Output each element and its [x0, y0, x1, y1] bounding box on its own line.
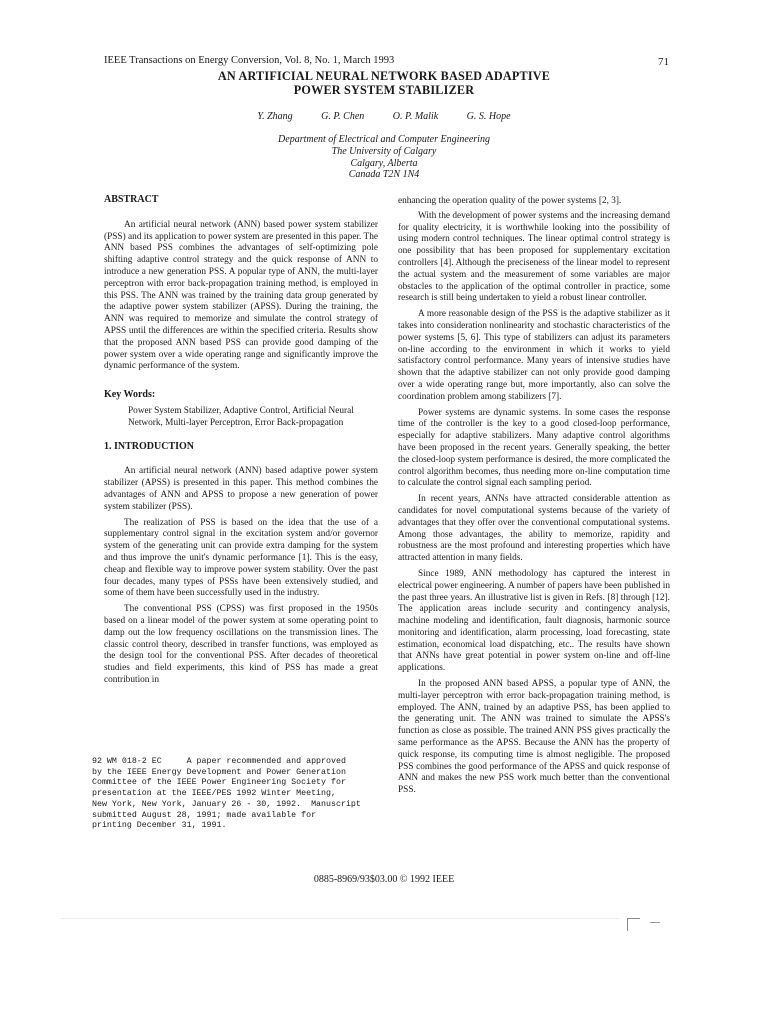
- body-paragraph-6: In the proposed ANN based APSS, a popular type of ANN, the multi-layer perceptron with error back-propagation training method, is employed. The ANN, trained by an adaptive PSS, has been applied to the generating unit. The ANN was trained to simulate the APSS's function as close as possible. The trained ANN PSS gives practically the same performance as the APSS. Because the ANN has the property of quick response, its computing time is almost negligible. The proposed PSS combines the good performance of the APSS and quick response of ANN and makes the new PSS work much better than the conventional PSS.: [398, 679, 670, 796]
- intro-paragraph-1: An artificial neural network (ANN) based adaptive power system stabilizer (APSS) is presented in this paper. This method combines the advantages of ANN and APSS to propose a new generation of power system stabilizer (PSS).: [104, 466, 378, 512]
- paper-title-line2: POWER SYSTEM STABILIZER: [293, 83, 475, 97]
- scan-artifact-dash: [650, 922, 660, 923]
- introduction-heading: 1. INTRODUCTION: [104, 440, 195, 452]
- continued-paragraph: enhancing the operation quality of the power systems [2, 3].: [398, 196, 622, 206]
- journal-citation: IEEE Transactions on Energy Conversion, Vol. 8, No. 1, March 1993: [104, 55, 395, 66]
- footnote: 92 WM 018-2 EC A paper recommended and approved by the IEEE Energy Development and Power Generation Committee of the IEEE Power Engineering Society for presentation at the IEEE/PES 1992 Winter Meeting, New York, New York, January 26 - 30, 1992. Manuscript submitted August 28, 1991; made available for printing December 31, 1991.: [92, 757, 361, 831]
- author-1: Y. Zhang: [257, 111, 293, 122]
- body-paragraph-4: In recent years, ANNs have attracted considerable attention as candidates for novel computational systems because of the variety of advantages that they offer over the conventional computational systems. Among those advantages, the ability to memorize, rapidity and robustness are the most profound and interesting properties which have attracted attention in many fields.: [398, 494, 670, 564]
- paper-title-line1: AN ARTIFICIAL NEURAL NETWORK BASED ADAPTIVE: [217, 69, 551, 83]
- affiliation-line: The University of Calgary: [331, 145, 437, 157]
- affiliation: [0, 134, 768, 181]
- author-3: O. P. Malik: [392, 111, 439, 122]
- body-paragraph-1: With the development of power systems and the increasing demand for quality electricity, it is worthwhile looking into the possibility of using modern control techniques. The linear optimal control strategy is one possibility that has been proposed for supplementary excitation controllers [4]. Although the preciseness of the linear model to represent the actual system and the measurement of some variables are major obstacles to the application of the optimal controller in practice, some research is still being undertaken to yield a robust linear controller.: [398, 210, 670, 304]
- keywords-heading: Key Words:: [104, 389, 156, 401]
- affiliation-line: Department of Electrical and Computer Engineering: [278, 134, 490, 145]
- scan-artifact-line: [60, 918, 620, 919]
- abstract-text: An artificial neural network (ANN) based power system stabilizer (PSS) and its application to power system are presented in this paper. The ANN based PSS combines the advantages of self-optimizing pole shifting adaptive control strategy and the quick response of ANN to introduce a new generation PSS. A popular type of ANN, the multi-layer perceptron with error back-propagation training method, is employed in this PSS. The ANN was trained by the training data group generated by the adaptive power system stabilizer (APSS). During the training, the ANN was required to memorize and simulate the control strategy of APSS until the differences are within the specified criteria. Results show that the proposed ANN based PSS can provide good damping of the power system over a wide operating range and significantly improve the dynamic performance of the system.: [104, 219, 378, 372]
- scan-corner-mark: [627, 918, 640, 931]
- body-paragraph-2: A more reasonable design of the PSS is the adaptive stabilizer as it takes into consideration nonlinearity and stochastic characteristics of the power systems [5, 6]. This type of stabilizers can adjust its parameters on-line according to the environment in which it works to yield satisfactory control performance. Many years of intensive studies have shown that the adaptive stabilizer can not only provide good damping over a wide operating range but, more importantly, also can solve the coordination problem among stabilizers [7].: [398, 309, 670, 402]
- body-paragraph-3: Power systems are dynamic systems. In some cases the response time of the controller is the key to a good closed-loop performance, especially for adaptive stabilizers. Many adaptive control algorithms have been proposed in the recent years. Generally speaking, the better the closed-loop system performance is desired, the more complicated the control algorithm becomes, thus needing more on-line computation time to calculate the control signal each sampling period.: [398, 407, 670, 489]
- abstract-heading: ABSTRACT: [104, 194, 159, 205]
- keywords-text: Power System Stabilizer, Adaptive Control, Artificial Neural Network, Multi-layer Perceptron, Error Back-propagation: [128, 405, 354, 428]
- left-column: [104, 194, 378, 687]
- right-column: [398, 196, 670, 797]
- intro-paragraph-3: The conventional PSS (CPSS) was first proposed in the 1950s based on a linear model of the power system at some operating point to damp out the low frequency oscillations on the transmission lines. The classic control theory, described in transfer functions, was employed as the design tool for the conventional PSS. After decades of theoretical studies and field experiments, this kind of PSS has made a great contribution in: [104, 604, 378, 685]
- author-4: G. S. Hope: [466, 111, 511, 122]
- author-list: [0, 111, 768, 122]
- author-2: G. P. Chen: [321, 111, 365, 122]
- affiliation-line: Canada T2N 1N4: [348, 169, 420, 181]
- affiliation-line: Calgary, Alberta: [350, 157, 418, 169]
- page-number: 71: [658, 56, 669, 68]
- body-paragraph-5: Since 1989, ANN methodology has captured the interest in electrical power engineering. A number of papers have been published in the past three years. An illustrative list is given in Refs. [8] through [12]. The application areas include security and contingency analysis, machine modeling and identification, fault diagnosis, harmonic source monitoring and identification, alarm processing, load forecasting, state estimation, economical load dispatching, etc.. The results have shown that ANNs have great potential in power system on-line and off-line applications.: [398, 568, 670, 674]
- intro-paragraph-2: The realization of PSS is based on the idea that the use of a supplementary control signal in the excitation system and/or governor system of the generating unit can provide extra damping for the system and thus improve the unit's dynamic performance [1]. This is the easy, cheap and flexible way to improve power system stability. Over the past four decades, many types of PSSs have been extensively studied, and some of them have been successfully used in the industry.: [104, 517, 378, 599]
- copyright-line: 0885-8969/93$03.00 © 1992 IEEE: [313, 874, 455, 885]
